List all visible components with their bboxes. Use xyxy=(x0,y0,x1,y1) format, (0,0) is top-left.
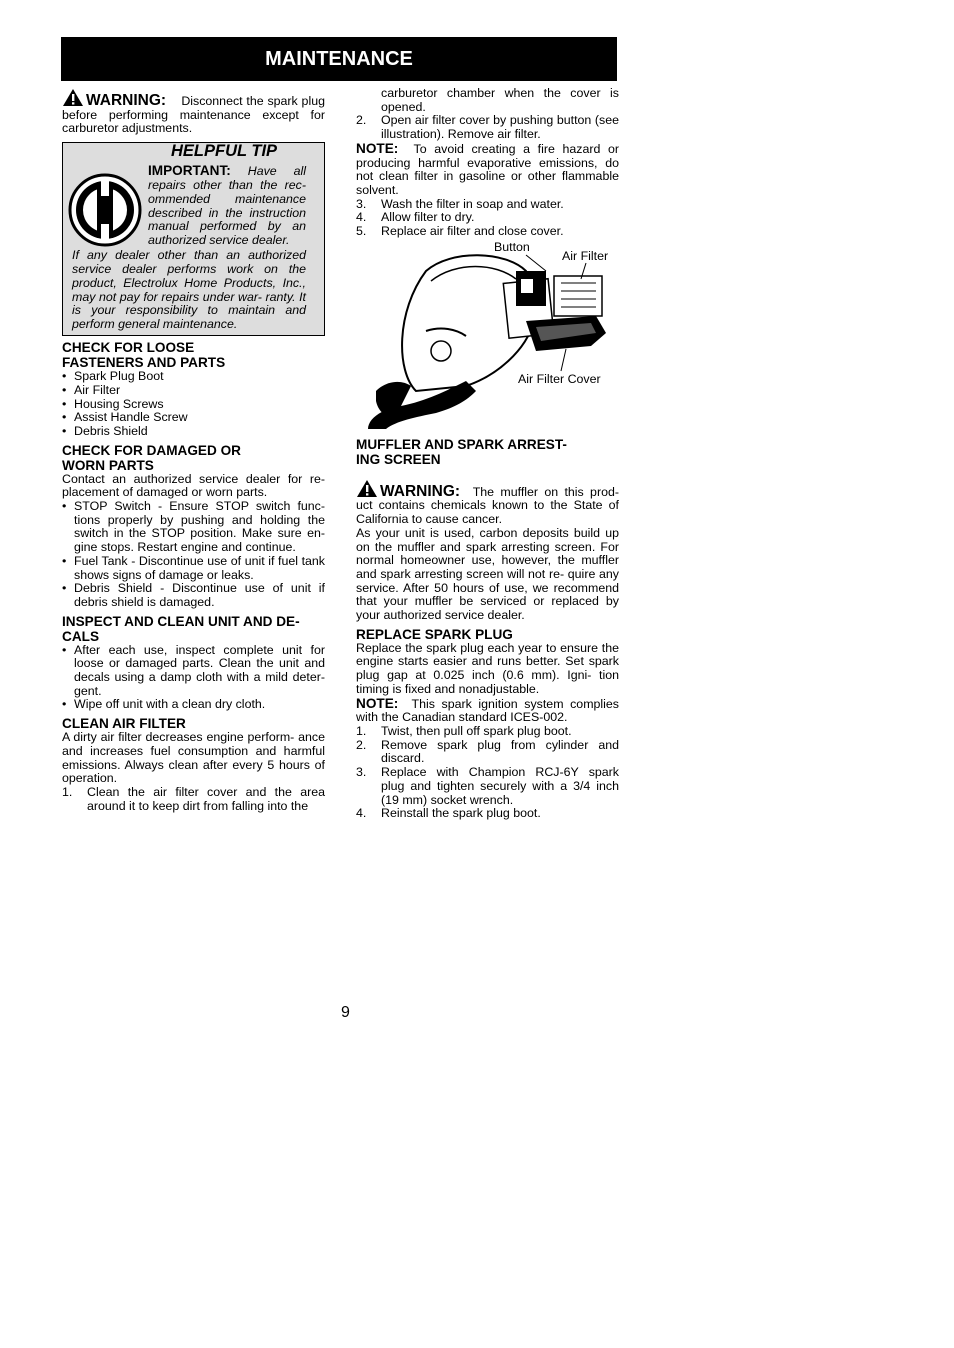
wrench-icon xyxy=(67,172,143,248)
step-text: Open air filter cover by pushing button (see illustration). Remove air filter. xyxy=(381,113,619,142)
step-text: Clean the air filter cover and the area around it to keep dirt from falling into the xyxy=(87,784,325,813)
step-number: 3. xyxy=(356,196,367,211)
list-item xyxy=(356,211,619,225)
clean-filter-heading: CLEAN AIR FILTER xyxy=(62,716,186,732)
list-item: • Assist Handle Screw xyxy=(62,411,325,425)
warning-paragraph xyxy=(62,88,325,136)
warning-triangle-icon xyxy=(356,479,378,498)
step-text: Twist, then pull off spark plug boot. xyxy=(381,723,572,738)
fasteners-list xyxy=(62,370,325,439)
warning2-text: The muffler on this prod- uct contains chemicals known to the State of California to cause cancer. xyxy=(356,484,619,527)
list-item: • After each use, inspect complete unit for loose or damaged parts. Clean the unit and decals using a damp cloth with a mild deter- gent. xyxy=(62,644,325,699)
tip-important-label: IMPORTANT: xyxy=(148,163,231,179)
step-text: Allow filter to dry. xyxy=(381,210,475,225)
step-number: 1. xyxy=(356,723,367,738)
warning-triangle-icon xyxy=(62,88,84,107)
list-item: • STOP Switch - Ensure STOP switch func- tions properly by pushing and holding the switch in the STOP position. Make sure en- gine stops. Restart engine and continue. xyxy=(62,500,325,555)
spark-plug-steps xyxy=(356,725,619,821)
check-damaged-heading: CHECK FOR DAMAGED OR WORN PARTS xyxy=(62,442,241,473)
note2-text: This spark ignition system complies with the Canadian standard ICES-002. xyxy=(356,696,619,725)
muffler-heading: MUFFLER AND SPARK ARREST- ING SCREEN xyxy=(356,436,567,467)
tip-important-text: Have all repairs other than the rec- ommended maintenance described in the instruction manual performed by an authorized service dealer. xyxy=(148,164,306,248)
check-fasteners-heading: CHECK FOR LOOSE FASTENERS AND PARTS xyxy=(62,340,226,371)
air-filter-illustration xyxy=(356,241,619,431)
tip-important xyxy=(148,164,306,248)
muffler-text: As your unit is used, carbon deposits build up on the muffler and spark arresting screen. For normal homeowner use, however, the muffler and spark arresting screen will not re- quire any service. After 50 hours of use, we recommend that your muffler be serviced or replaced by your authorized service dealer. xyxy=(356,525,619,623)
note2-label: NOTE: xyxy=(356,695,399,711)
step-text: Wash the filter in soap and water. xyxy=(381,196,564,211)
step-text: carburetor chamber when the cover is opened. xyxy=(381,86,619,114)
warning2-label: WARNING: xyxy=(380,482,461,500)
list-item xyxy=(356,739,619,766)
air-filter-label: Air Filter xyxy=(562,248,609,263)
clean-filter-steps-more xyxy=(356,198,619,239)
list-item: • Debris Shield xyxy=(62,425,325,439)
step-number: 4. xyxy=(356,210,367,225)
step-text: Replace with Champion RCJ-6Y spark plug and tighten securely with a 3/4 inch (19 mm) socket wrench. xyxy=(381,765,619,807)
spark-plug-heading: REPLACE SPARK PLUG xyxy=(356,626,513,642)
note-paragraph xyxy=(356,142,619,198)
step-number: 1. xyxy=(62,784,73,799)
note2-paragraph xyxy=(356,697,619,725)
clean-filter-intro: A dirty air filter decreases engine perform- ance and increases fuel consumption and harmful emissions. Always clean after every 5 hours of operation. xyxy=(62,730,325,786)
step-text: Reinstall the spark plug boot. xyxy=(381,806,541,821)
step-number: 2. xyxy=(356,737,367,752)
list-item: • Spark Plug Boot xyxy=(62,370,325,384)
step-number: 2. xyxy=(356,113,367,128)
air-filter-cover-label: Air Filter Cover xyxy=(518,371,601,386)
left-column xyxy=(62,88,325,813)
clean-filter-steps xyxy=(62,786,325,813)
step-text: Replace air filter and close cover. xyxy=(381,224,564,239)
list-item xyxy=(356,807,619,821)
step-number: 4. xyxy=(356,806,367,821)
list-item xyxy=(62,786,325,813)
helpful-tip-title: HELPFUL TIP xyxy=(171,142,278,161)
note-label: NOTE: xyxy=(356,140,399,156)
damaged-list xyxy=(62,500,325,610)
warning-text: Disconnect the spark plug before performing maintenance except for carburetor adjustments. xyxy=(62,94,325,136)
list-item: • Air Filter xyxy=(62,384,325,398)
trimmer-engine-drawing xyxy=(356,241,619,431)
step-text: Remove spark plug from cylinder and discard. xyxy=(381,737,619,766)
right-column xyxy=(356,87,619,821)
list-item: • Debris Shield - Discontinue use of unit if debris shield is damaged. xyxy=(62,582,325,609)
damaged-intro: Contact an authorized service dealer for re- placement of damaged or worn parts. xyxy=(62,471,325,500)
list-item xyxy=(356,225,619,239)
clean-filter-steps-continued xyxy=(356,87,619,142)
warning-label: WARNING: xyxy=(86,92,167,109)
list-item: • Wipe off unit with a clean dry cloth. xyxy=(62,698,325,712)
list-item xyxy=(356,87,619,114)
list-item xyxy=(356,198,619,212)
step-number: 5. xyxy=(356,224,367,239)
button-label: Button xyxy=(494,239,530,254)
spark-plug-text: Replace the spark plug each year to ensure the engine starts easier and runs better. Set spark plug gap at 0.025 inch (0.6 mm). Igni- tion timing is fixed and nonadjustable. xyxy=(356,640,619,696)
helpful-tip-box xyxy=(62,142,325,336)
note-text: To avoid creating a fire hazard or producing harmful evaporative emissions, do not clean filter in gasoline or other flammable solvent. xyxy=(356,141,620,197)
list-item xyxy=(356,114,619,141)
list-item xyxy=(356,766,619,807)
inspect-list xyxy=(62,644,325,713)
inspect-heading: INSPECT AND CLEAN UNIT AND DE- CALS xyxy=(62,613,300,644)
list-item: • Fuel Tank - Discontinue use of unit if fuel tank shows signs of damage or leaks. xyxy=(62,555,325,582)
page-title: MAINTENANCE xyxy=(61,37,617,81)
list-item: • Housing Screws xyxy=(62,398,325,412)
tip-warranty-text: If any dealer other than an authorized service dealer performs work on the product, Electrolux Home Products, Inc., may not pay for repairs under war- ranty. It is your responsibility to maintain and perform general maintenance. xyxy=(72,248,306,332)
step-number: 3. xyxy=(356,765,367,780)
page-number: 9 xyxy=(341,1004,350,1021)
list-item xyxy=(356,725,619,739)
warning2-paragraph xyxy=(356,479,619,527)
